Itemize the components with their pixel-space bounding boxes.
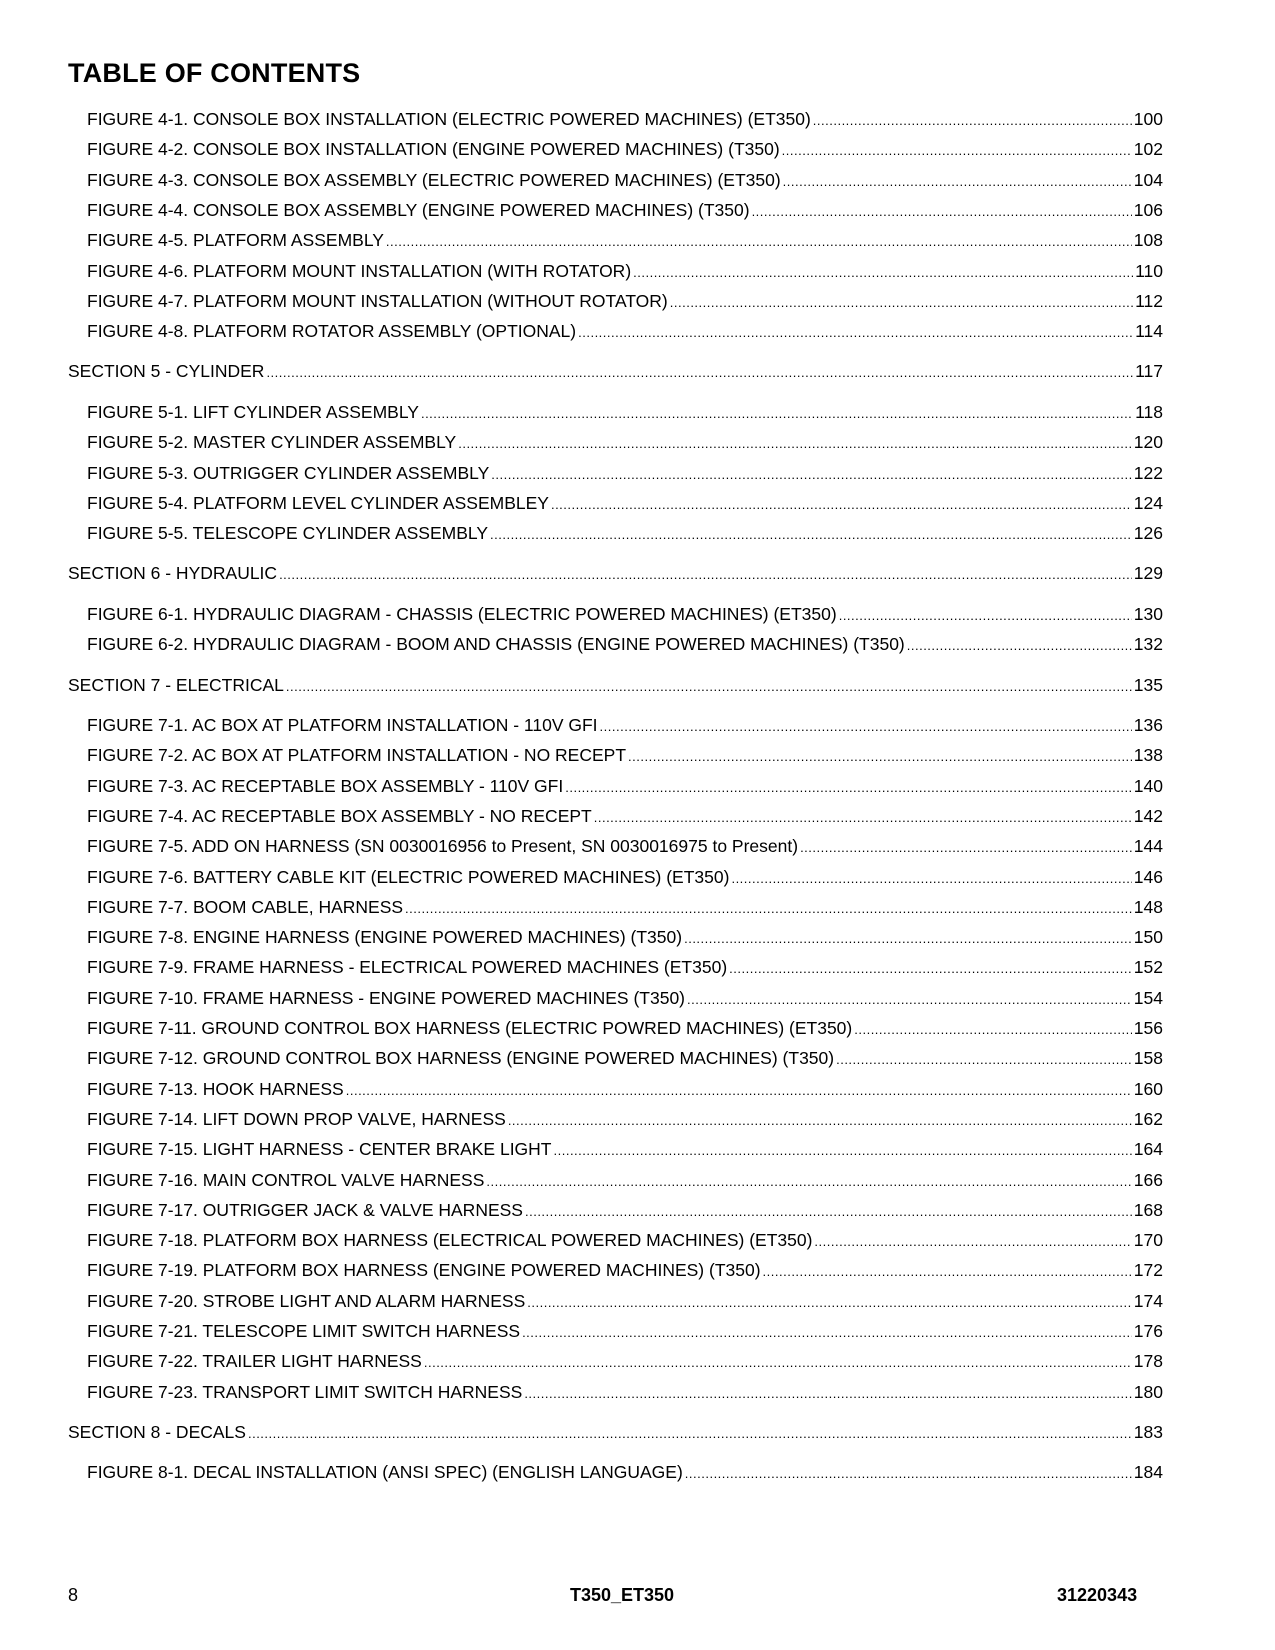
- toc-entry-page: 150: [1133, 927, 1163, 948]
- toc-figure-entry[interactable]: [87, 1078, 1163, 1102]
- toc-leader-dots: [813, 110, 1132, 132]
- toc-entry-title: FIGURE 7-22. TRAILER LIGHT HARNESS: [87, 1351, 422, 1372]
- toc-entry-title: FIGURE 7-10. FRAME HARNESS - ENGINE POWERED MACHINES (T350): [87, 987, 686, 1008]
- toc-entry-page: 160: [1133, 1078, 1163, 1099]
- toc-leader-dots: [491, 464, 1132, 486]
- toc-entry-title: FIGURE 8-1. DECAL INSTALLATION (ANSI SPEC) (ENGLISH LANGUAGE): [87, 1462, 683, 1483]
- toc-figure-entry[interactable]: [87, 1108, 1163, 1132]
- toc-figure-entry[interactable]: [87, 290, 1163, 314]
- toc-leader-dots: [783, 171, 1132, 193]
- toc-leader-dots: [490, 524, 1132, 546]
- toc-entry-title: FIGURE 6-1. HYDRAULIC DIAGRAM - CHASSIS (ELECTRIC POWERED MACHINES) (ET350): [87, 603, 837, 624]
- toc-entry-title: FIGURE 7-20. STROBE LIGHT AND ALARM HARNESS: [87, 1290, 526, 1311]
- toc-entry-title: FIGURE 7-16. MAIN CONTROL VALVE HARNESS: [87, 1169, 485, 1190]
- toc-entry-page: 110: [1135, 260, 1163, 281]
- toc-entry-title: SECTION 6 - HYDRAULIC: [68, 563, 278, 584]
- toc-leader-dots: [685, 1463, 1132, 1485]
- toc-entry-page: 117: [1135, 361, 1163, 382]
- toc-leader-dots: [670, 292, 1133, 314]
- toc-entry-page: 180: [1133, 1381, 1163, 1402]
- toc-leader-dots: [346, 1080, 1132, 1102]
- toc-entry-page: 168: [1133, 1199, 1163, 1220]
- toc-leader-dots: [525, 1201, 1132, 1223]
- toc-figure-entry[interactable]: [87, 138, 1163, 162]
- toc-leader-dots: [600, 716, 1132, 738]
- toc-leader-dots: [854, 1019, 1132, 1041]
- toc-leader-dots: [386, 231, 1132, 253]
- toc-leader-dots: [763, 1261, 1132, 1283]
- toc-entry-page: 164: [1133, 1139, 1163, 1160]
- toc-leader-dots: [752, 201, 1132, 223]
- toc-leader-dots: [405, 898, 1132, 920]
- toc-figure-entry[interactable]: [87, 866, 1163, 890]
- toc-figure-entry[interactable]: [87, 1047, 1163, 1071]
- toc-heading: TABLE OF CONTENTS: [68, 58, 361, 88]
- toc-figure-entry[interactable]: [87, 956, 1163, 980]
- toc-figure-entry[interactable]: [87, 1199, 1163, 1223]
- toc-entry-title: FIGURE 7-21. TELESCOPE LIMIT SWITCH HARNESS: [87, 1321, 521, 1341]
- toc-figure-entry[interactable]: [87, 1381, 1163, 1405]
- toc-entry-title: FIGURE 7-19. PLATFORM BOX HARNESS (ENGINE POWERED MACHINES) (T350): [87, 1260, 761, 1281]
- toc-entry-title: FIGURE 7-17. OUTRIGGER JACK & VALVE HARNESS: [87, 1199, 523, 1220]
- toc-figure-entry[interactable]: [87, 401, 1163, 425]
- toc-figure-entry[interactable]: [87, 320, 1163, 344]
- toc-figure-entry[interactable]: [87, 896, 1163, 920]
- toc-figure-entry[interactable]: [87, 1169, 1163, 1193]
- toc-entry-page: 129: [1133, 563, 1163, 584]
- toc-figure-entry[interactable]: [87, 1229, 1163, 1253]
- toc-entry-page: 154: [1133, 987, 1163, 1008]
- toc-entry-page: 120: [1133, 432, 1163, 453]
- toc-figure-entry[interactable]: [87, 492, 1163, 516]
- toc-entry-page: 126: [1133, 523, 1163, 544]
- toc-entry-title: FIGURE 7-8. ENGINE HARNESS (ENGINE POWERED MACHINES) (T350): [87, 927, 683, 948]
- toc-leader-dots: [524, 1383, 1131, 1405]
- toc-entry-page: 174: [1133, 1290, 1163, 1311]
- toc-section-entry[interactable]: [68, 674, 1163, 698]
- toc-entry-page: 112: [1135, 290, 1163, 311]
- toc-figure-entry[interactable]: [87, 431, 1163, 455]
- toc-entry-title: FIGURE 7-7. BOOM CABLE, HARNESS: [87, 896, 404, 917]
- toc-leader-dots: [486, 1171, 1131, 1193]
- toc-entry-page: 176: [1133, 1321, 1163, 1341]
- toc-entry-page: 132: [1133, 634, 1163, 655]
- toc-leader-dots: [684, 928, 1132, 950]
- footer-model: T350_ET350: [570, 1585, 675, 1605]
- toc-section-entry[interactable]: [68, 1421, 1163, 1445]
- toc-entry-page: 130: [1133, 603, 1163, 624]
- toc-figure-entry[interactable]: [87, 603, 1163, 627]
- toc-entry-page: 183: [1133, 1421, 1163, 1442]
- toc-leader-dots: [565, 777, 1132, 799]
- toc-entry-title: FIGURE 7-4. AC RECEPTABLE BOX ASSEMBLY - NO RECEPT: [87, 805, 592, 826]
- toc-leader-dots: [554, 1140, 1132, 1162]
- toc-leader-dots: [907, 635, 1132, 657]
- toc-figure-entry[interactable]: [87, 229, 1163, 253]
- toc-entry-title: FIGURE 7-9. FRAME HARNESS - ELECTRICAL POWERED MACHINES (ET350): [87, 957, 728, 978]
- toc-leader-dots: [633, 262, 1133, 284]
- toc-entry-title: FIGURE 5-4. PLATFORM LEVEL CYLINDER ASSEMBLEY: [87, 492, 549, 513]
- toc-leader-dots: [839, 605, 1132, 627]
- toc-figure-entry[interactable]: [87, 714, 1163, 738]
- toc-leader-dots: [578, 322, 1133, 344]
- toc-entry-page: 122: [1133, 462, 1163, 483]
- toc-entry-page: 114: [1135, 321, 1163, 342]
- toc-figure-entry[interactable]: [87, 633, 1163, 657]
- toc-leader-dots: [800, 837, 1132, 859]
- toc-entry-title: FIGURE 7-23. TRANSPORT LIMIT SWITCH HARNESS: [87, 1381, 523, 1402]
- toc-figure-entry[interactable]: [87, 1320, 1163, 1344]
- toc-entry-title: FIGURE 5-3. OUTRIGGER CYLINDER ASSEMBLY: [87, 462, 490, 483]
- toc-leader-dots: [814, 1231, 1131, 1253]
- toc-entry-page: 102: [1133, 139, 1163, 160]
- toc-figure-entry[interactable]: [87, 1138, 1163, 1162]
- toc-entry-title: FIGURE 4-6. PLATFORM MOUNT INSTALLATION (WITH ROTATOR): [87, 260, 632, 281]
- toc-leader-dots: [266, 362, 1133, 384]
- toc-figure-entry[interactable]: [87, 522, 1163, 546]
- toc-leader-dots: [522, 1322, 1132, 1344]
- toc-leader-dots: [248, 1423, 1132, 1445]
- toc-figure-entry[interactable]: [87, 1350, 1163, 1374]
- toc-figure-entry[interactable]: [87, 926, 1163, 950]
- toc-leader-dots: [279, 564, 1132, 586]
- toc-entry-page: 152: [1133, 957, 1163, 978]
- toc-entry-title: FIGURE 7-12. GROUND CONTROL BOX HARNESS (ENGINE POWERED MACHINES) (T350): [87, 1048, 835, 1069]
- toc-figure-entry[interactable]: [87, 805, 1163, 829]
- toc-entry-page: 118: [1135, 401, 1163, 422]
- toc-figure-entry[interactable]: [87, 169, 1163, 193]
- toc-entry-page: 140: [1133, 775, 1163, 796]
- toc-figure-entry[interactable]: [87, 1259, 1163, 1283]
- toc-entry-title: FIGURE 4-1. CONSOLE BOX INSTALLATION (ELECTRIC POWERED MACHINES) (ET350): [87, 109, 811, 129]
- toc-figure-entry[interactable]: [87, 835, 1163, 859]
- toc-entry-title: FIGURE 7-18. PLATFORM BOX HARNESS (ELECTRICAL POWERED MACHINES) (ET350): [87, 1230, 813, 1251]
- toc-leader-dots: [527, 1292, 1132, 1314]
- toc-leader-dots: [458, 433, 1132, 455]
- toc-entry-page: 108: [1133, 230, 1163, 251]
- toc-entry-page: 104: [1133, 169, 1163, 190]
- toc-entry-title: FIGURE 4-8. PLATFORM ROTATOR ASSEMBLY (OPTIONAL): [87, 321, 577, 342]
- toc-entry-page: 158: [1133, 1048, 1163, 1069]
- toc-entry-title: FIGURE 4-5. PLATFORM ASSEMBLY: [87, 230, 384, 251]
- toc-figure-entry[interactable]: [87, 462, 1163, 486]
- toc-leader-dots: [731, 868, 1131, 890]
- toc-section-entry[interactable]: [68, 562, 1163, 586]
- toc-entry-title: FIGURE 5-1. LIFT CYLINDER ASSEMBLY: [87, 401, 419, 422]
- toc-leader-dots: [421, 403, 1133, 425]
- toc-entry-title: FIGURE 7-3. AC RECEPTABLE BOX ASSEMBLY - 110V GFI: [87, 775, 564, 796]
- toc-entry-page: 178: [1133, 1351, 1163, 1372]
- toc-figure-entry[interactable]: [87, 1461, 1163, 1485]
- toc-leader-dots: [551, 494, 1132, 516]
- toc-entry-title: SECTION 8 - DECALS: [68, 1421, 246, 1442]
- toc-leader-dots: [594, 807, 1132, 829]
- toc-entry-page: 170: [1133, 1230, 1163, 1251]
- toc-entry-title: FIGURE 7-15. LIGHT HARNESS - CENTER BRAKE LIGHT: [87, 1139, 552, 1160]
- toc-entry-title: FIGURE 4-3. CONSOLE BOX ASSEMBLY (ELECTRIC POWERED MACHINES) (ET350): [87, 169, 781, 190]
- toc-entry-page: 142: [1133, 805, 1163, 826]
- footer-page-number: 8: [68, 1585, 79, 1605]
- toc-entry-title: FIGURE 5-5. TELESCOPE CYLINDER ASSEMBLY: [87, 523, 489, 544]
- toc-entry-title: SECTION 7 - ELECTRICAL: [68, 674, 284, 695]
- footer-doc-number: 31220343: [1057, 1585, 1138, 1605]
- toc-entry-title: FIGURE 7-5. ADD ON HARNESS (SN 0030016956 to Present, SN 0030016975 to Present): [87, 836, 799, 857]
- toc-figure-entry[interactable]: [87, 199, 1163, 223]
- toc-leader-dots: [508, 1110, 1132, 1132]
- toc-entry-title: FIGURE 7-11. GROUND CONTROL BOX HARNESS (ELECTRIC POWRED MACHINES) (ET350): [87, 1018, 853, 1038]
- toc-figure-entry[interactable]: [87, 744, 1163, 768]
- toc-leader-dots: [687, 989, 1132, 1011]
- toc-entry-page: 106: [1133, 199, 1163, 220]
- toc-entry-title: FIGURE 7-13. HOOK HARNESS: [87, 1078, 344, 1099]
- toc-entry-page: 166: [1133, 1169, 1163, 1190]
- toc-leader-dots: [782, 140, 1132, 162]
- toc-entry-title: FIGURE 4-7. PLATFORM MOUNT INSTALLATION (WITHOUT ROTATOR): [87, 290, 668, 311]
- toc-entry-page: 138: [1133, 745, 1163, 766]
- toc-entry-title: FIGURE 4-2. CONSOLE BOX INSTALLATION (ENGINE POWERED MACHINES) (T350): [87, 139, 780, 160]
- toc-entry-page: 162: [1133, 1108, 1163, 1129]
- toc-entry-title: FIGURE 7-6. BATTERY CABLE KIT (ELECTRIC POWERED MACHINES) (ET350): [87, 866, 730, 887]
- toc-figure-entry[interactable]: [87, 260, 1163, 284]
- toc-leader-dots: [424, 1352, 1132, 1374]
- toc-entry-page: 156: [1133, 1018, 1163, 1038]
- toc-entry-page: 146: [1133, 866, 1163, 887]
- toc-figure-entry[interactable]: [87, 987, 1163, 1011]
- toc-figure-entry[interactable]: [87, 108, 1163, 132]
- toc-entry-page: 172: [1133, 1260, 1163, 1281]
- toc-entry-title: FIGURE 7-14. LIFT DOWN PROP VALVE, HARNESS: [87, 1108, 506, 1129]
- toc-entry-title: FIGURE 6-2. HYDRAULIC DIAGRAM - BOOM AND CHASSIS (ENGINE POWERED MACHINES) (T350): [87, 634, 905, 655]
- toc-entry-title: FIGURE 5-2. MASTER CYLINDER ASSEMBLY: [87, 432, 457, 453]
- toc-entry-page: 135: [1133, 674, 1163, 695]
- toc-figure-entry[interactable]: [87, 1290, 1163, 1314]
- toc-figure-entry[interactable]: [87, 1017, 1163, 1041]
- toc-leader-dots: [286, 676, 1132, 698]
- toc-leader-dots: [628, 746, 1132, 768]
- toc-entry-title: SECTION 5 - CYLINDER: [68, 361, 265, 382]
- toc-entry-page: 100: [1133, 109, 1163, 129]
- toc-leader-dots: [836, 1049, 1132, 1071]
- toc-entry-page: 124: [1133, 492, 1163, 513]
- toc-figure-entry[interactable]: [87, 775, 1163, 799]
- toc-section-entry[interactable]: [68, 360, 1163, 384]
- toc-entry-title: FIGURE 7-2. AC BOX AT PLATFORM INSTALLATION - NO RECEPT: [87, 745, 627, 766]
- toc-leader-dots: [729, 958, 1132, 980]
- toc-entry-page: 136: [1133, 715, 1163, 735]
- toc-entry-page: 144: [1133, 836, 1163, 857]
- toc-entry-page: 184: [1133, 1462, 1163, 1483]
- toc-entry-page: 148: [1133, 896, 1163, 917]
- toc-entry-title: FIGURE 4-4. CONSOLE BOX ASSEMBLY (ENGINE POWERED MACHINES) (T350): [87, 199, 750, 220]
- toc-entry-title: FIGURE 7-1. AC BOX AT PLATFORM INSTALLATION - 110V GFI: [87, 715, 598, 735]
